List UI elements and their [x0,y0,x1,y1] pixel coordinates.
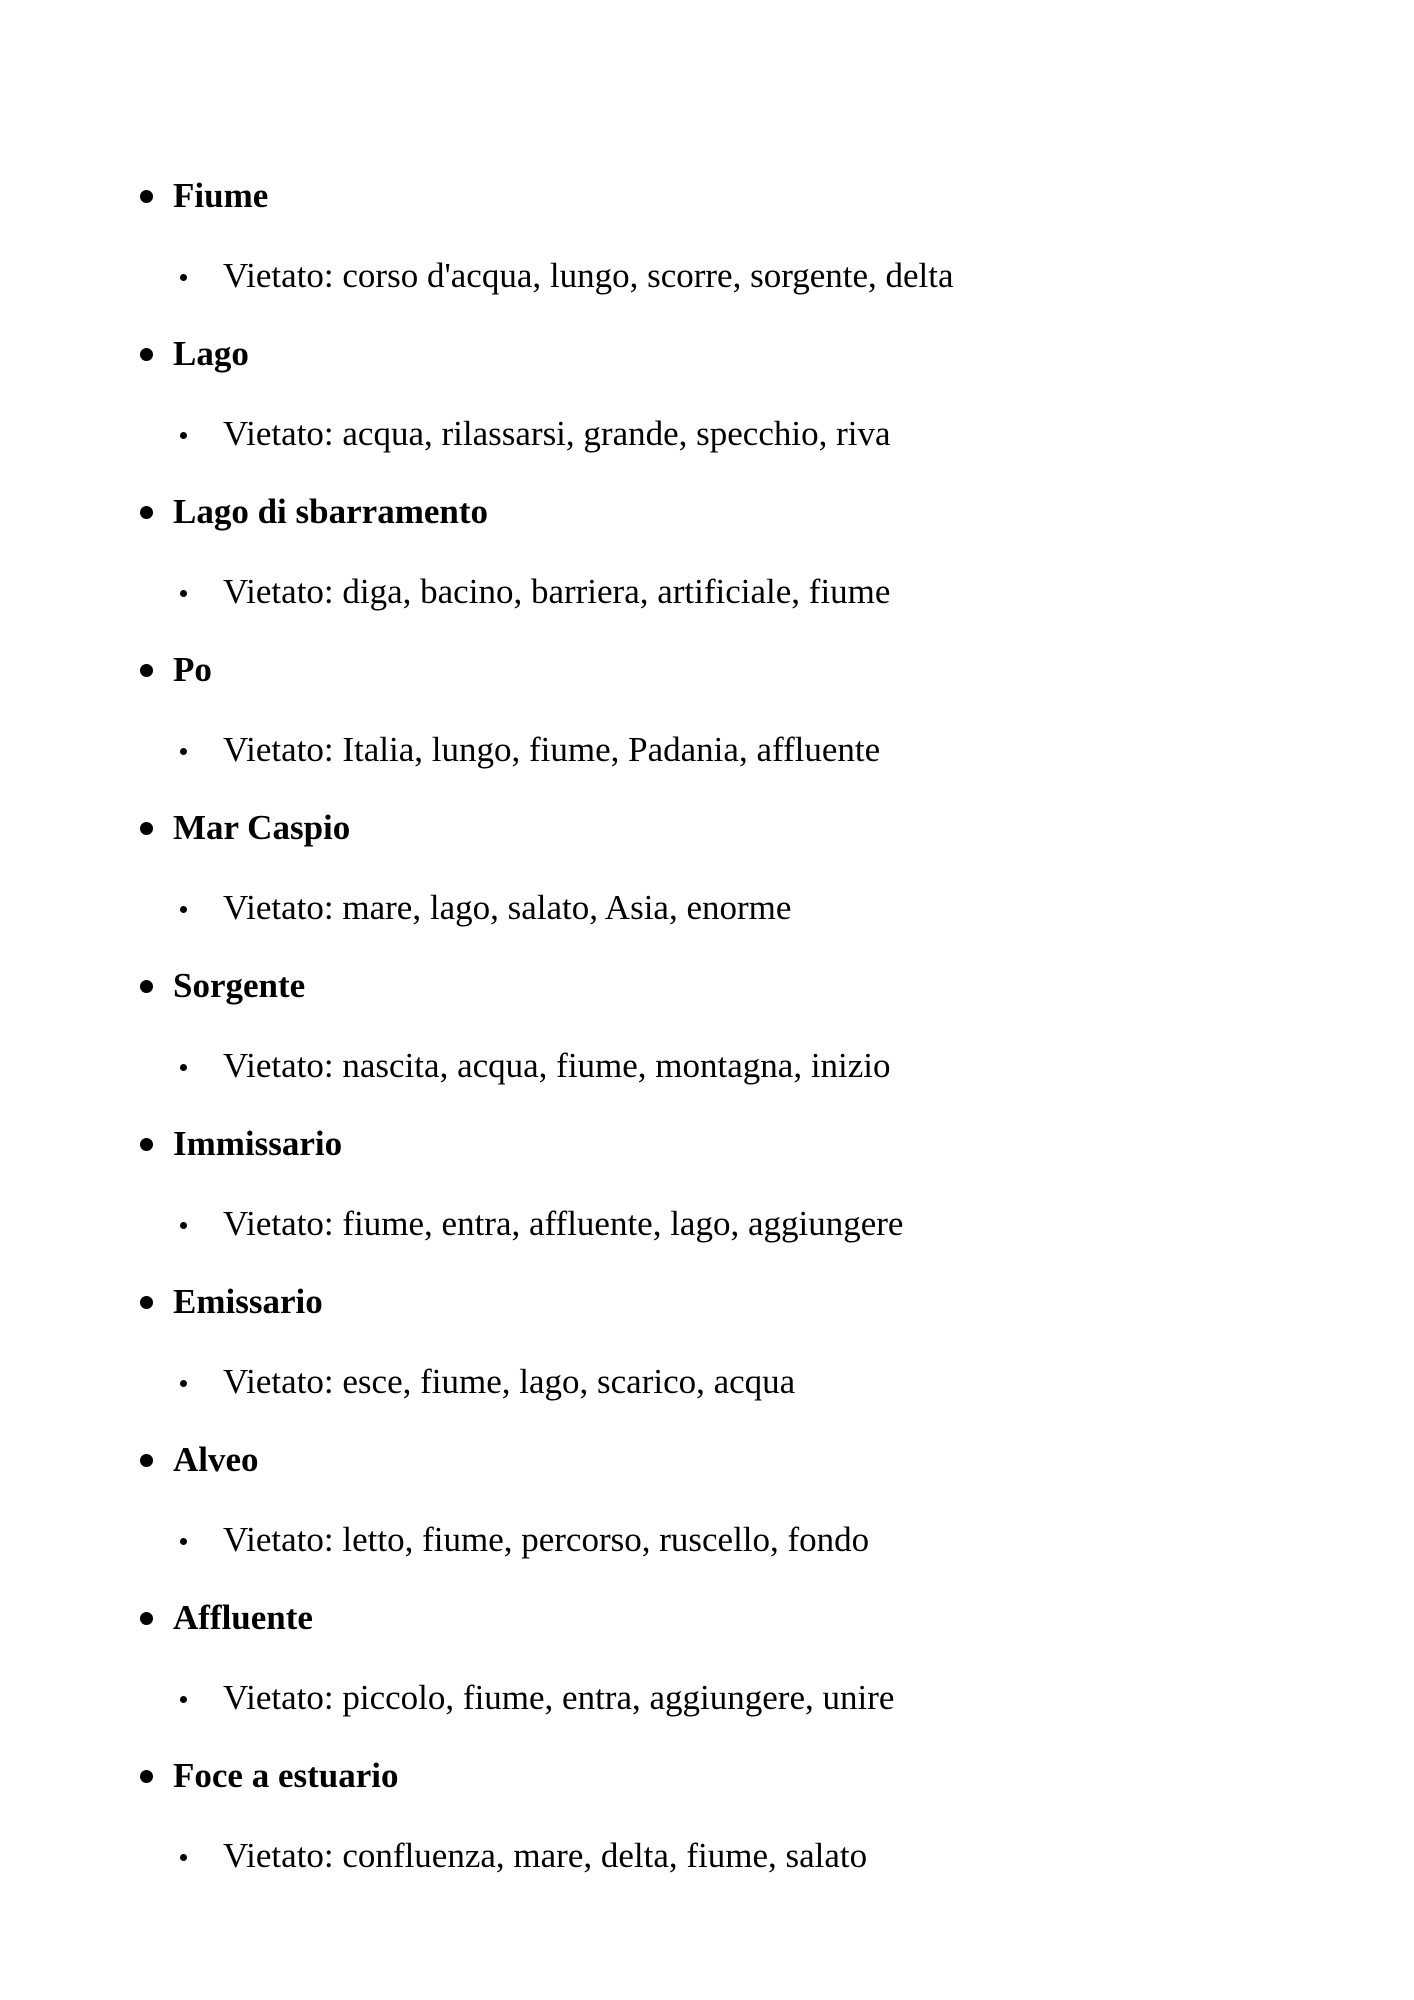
term-label: Emissario [173,1282,323,1321]
small-bullet-icon [180,274,187,281]
forbidden-words-item [137,409,1237,459]
bullet-icon [140,1770,153,1783]
term-heading [137,487,1287,537]
forbidden-words-item [137,1831,1237,1881]
bullet-icon [140,1138,153,1151]
bullet-icon [140,190,153,203]
small-bullet-icon [180,432,187,439]
forbidden-words-text: Vietato: fiume, entra, affluente, lago, aggiungere [223,1204,904,1243]
bullet-icon [140,348,153,361]
bullet-icon [140,664,153,677]
term-label: Fiume [173,176,269,215]
forbidden-words-item [137,725,1237,775]
small-bullet-icon [180,1538,187,1545]
bullet-icon [140,506,153,519]
term-heading [137,1119,1287,1169]
small-bullet-icon [180,1854,187,1861]
forbidden-words-item [137,1357,1237,1407]
term-heading [137,1435,1287,1485]
small-bullet-icon [180,906,187,913]
term-label: Alveo [173,1440,259,1479]
list-item [137,1435,1287,1593]
term-label: Immissario [173,1124,343,1163]
forbidden-words-item [137,567,1237,617]
sub-list [137,251,1237,301]
small-bullet-icon [180,748,187,755]
forbidden-words-text: Vietato: confluenza, mare, delta, fiume, salato [223,1836,868,1875]
bullet-icon [140,1612,153,1625]
term-heading [137,1277,1287,1327]
bullet-icon [140,1454,153,1467]
forbidden-words-item [137,1041,1237,1091]
list-item [137,329,1287,487]
term-label: Sorgente [173,966,306,1005]
sub-list [137,883,1237,933]
term-label: Mar Caspio [173,808,351,847]
term-heading [137,1751,1287,1801]
term-label: Foce a estuario [173,1756,399,1795]
small-bullet-icon [180,1222,187,1229]
small-bullet-icon [180,590,187,597]
term-label: Affluente [173,1598,313,1637]
forbidden-words-text: Vietato: diga, bacino, barriera, artificiale, fiume [223,572,891,611]
sub-list [137,1515,1237,1565]
small-bullet-icon [180,1064,187,1071]
term-heading [137,803,1287,853]
forbidden-words-text: Vietato: Italia, lungo, fiume, Padania, affluente [223,730,881,769]
list-item [137,1593,1287,1751]
term-label: Lago [173,334,249,373]
bullet-icon [140,822,153,835]
list-item [137,961,1287,1119]
bullet-icon [140,1296,153,1309]
term-label: Po [173,650,212,689]
forbidden-words-item [137,1199,1237,1249]
term-label: Lago di sbarramento [173,492,488,531]
list-item [137,803,1287,961]
sub-list [137,1357,1237,1407]
forbidden-words-item [137,251,1237,301]
sub-list [137,567,1237,617]
term-heading [137,645,1287,695]
sub-list [137,1831,1237,1881]
forbidden-words-text: Vietato: acqua, rilassarsi, grande, specchio, riva [223,414,891,453]
list-item [137,487,1287,645]
sub-list [137,409,1237,459]
forbidden-words-item [137,1673,1237,1723]
term-heading [137,329,1287,379]
sub-list [137,1673,1237,1723]
sub-list [137,1041,1237,1091]
sub-list [137,1199,1237,1249]
term-heading [137,1593,1287,1643]
list-item [137,1277,1287,1435]
forbidden-words-text: Vietato: corso d'acqua, lungo, scorre, sorgente, delta [223,256,954,295]
bullet-icon [140,980,153,993]
forbidden-words-text: Vietato: piccolo, fiume, entra, aggiungere, unire [223,1678,895,1717]
list-item [137,171,1287,329]
forbidden-words-text: Vietato: letto, fiume, percorso, ruscello, fondo [223,1520,870,1559]
list-item [137,645,1287,803]
list-item [137,1751,1287,1909]
term-heading [137,961,1287,1011]
term-list [137,171,1287,1909]
sub-list [137,725,1237,775]
small-bullet-icon [180,1696,187,1703]
forbidden-words-text: Vietato: mare, lago, salato, Asia, enorme [223,888,792,927]
small-bullet-icon [180,1380,187,1387]
forbidden-words-text: Vietato: esce, fiume, lago, scarico, acqua [223,1362,796,1401]
forbidden-words-item [137,1515,1237,1565]
forbidden-words-text: Vietato: nascita, acqua, fiume, montagna, inizio [223,1046,891,1085]
forbidden-words-item [137,883,1237,933]
term-heading [137,171,1287,221]
list-item [137,1119,1287,1277]
